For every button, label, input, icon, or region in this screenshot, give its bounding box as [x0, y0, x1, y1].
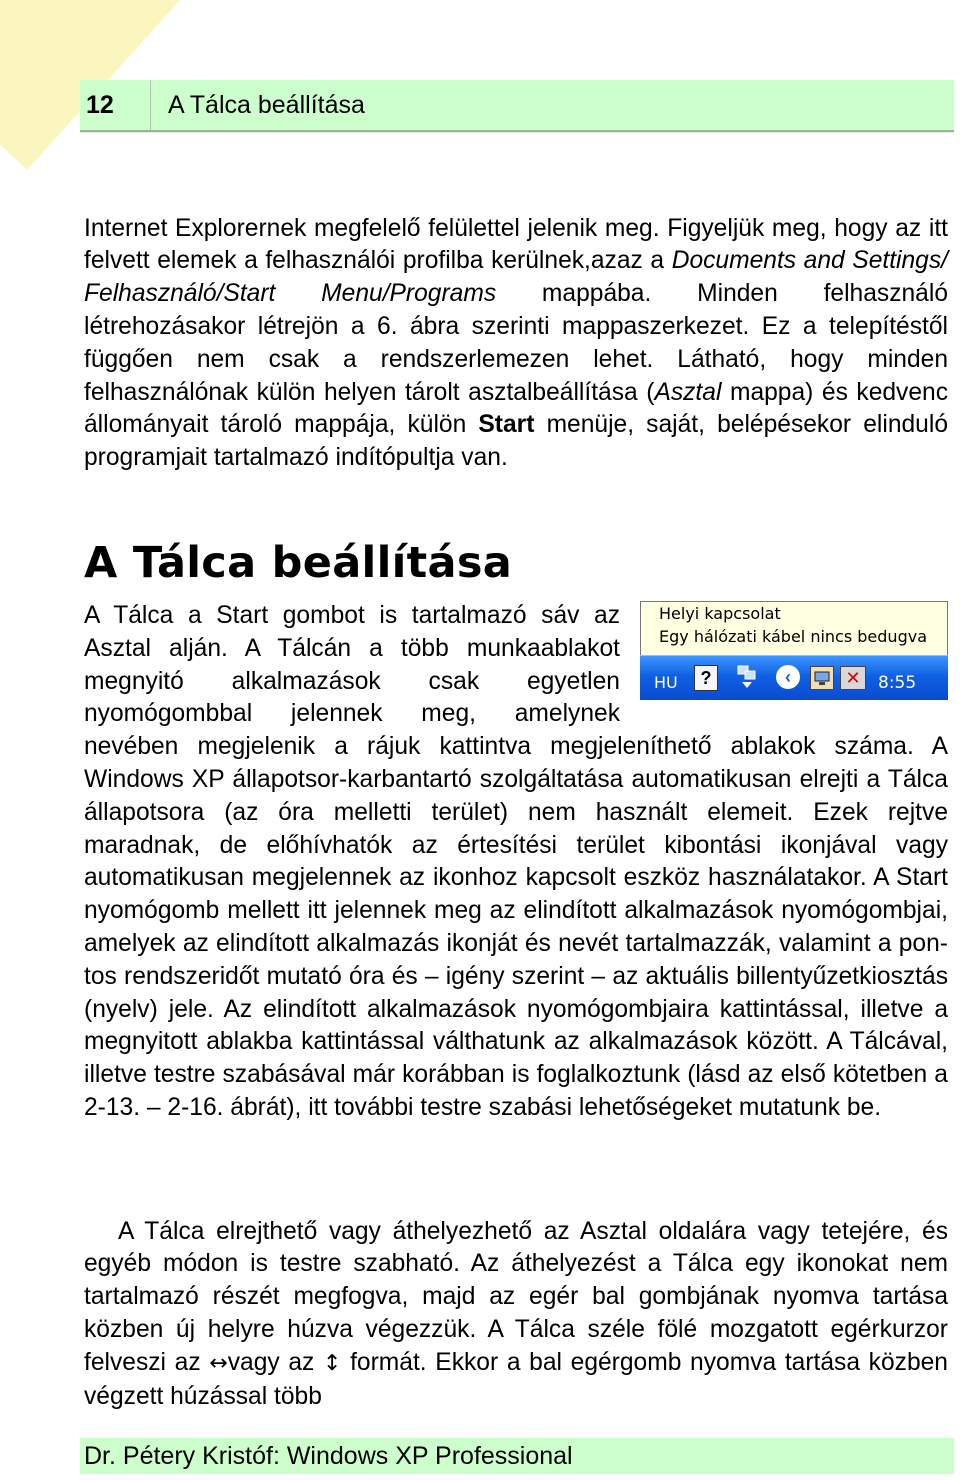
- page-header: [80, 80, 954, 132]
- clock[interactable]: 8:55: [878, 673, 917, 693]
- settings-dropdown-icon[interactable]: [736, 662, 758, 692]
- body-paragraph-block: [84, 600, 948, 1125]
- vertical-resize-cursor-icon: ↕: [323, 1350, 342, 1376]
- intro-text-1: Internet Explorernek megfelelő felülettel jelenik meg. Figyeljük meg, hogy az itt felvett elemek a felhasználói profilba kerülnek,azaz a: [84, 214, 948, 275]
- chevron-down-icon: [741, 681, 753, 689]
- start-text: Start: [478, 411, 535, 439]
- network-tooltip: [640, 601, 948, 656]
- notification-area: [640, 655, 948, 700]
- section-heading: A Tálca beállítása: [84, 538, 513, 588]
- last-text-2: vagy az: [227, 1348, 323, 1376]
- computer-icon: [813, 669, 831, 687]
- language-indicator[interactable]: HU: [654, 673, 678, 692]
- body-paragraph: A Tálca a Start gombot is tartalmazó sáv az Asztal alján. A Tálcán a több munkaablakot megnyitó alkalmazások csak egyetlen nyomógombbal jelennek meg, amelynek nevében megjelenik a rájuk kattintva megjeleníthető ablakok száma. A Windows XP állapotsor-karbantartó szolgáltatása automatikusan elrejti a Tálca állapotsora (az óra melletti terület) nem használt elemeit. Ezek rejtve maradnak, de előhívhatók az értesítési terület kibontási ikonjával vagy automatikusan megjelennek az ikonhoz kapcsolt eszköz használatakor. A Start nyomógomb mellett itt jelennek meg az elindított alkalmazások nyomógombjai, amelyek az elindított alkalmazás ikonját és nevét tartalmazzák, valamint a pontos rendszeridőt mutató óra és – igény szerint – az aktuális billentyűzetkiosztás (nyelv) jele. Az elindított alkalmazások nyomógombjaira kattintással, illetve a megnyitott ablakba kattintással válthatunk az alkalmazások között. A Tálcával, illetve testre szabásával már korábban is foglalkoztunk (lásd az első kötetben a 2-13. – 2-16. ábrát), itt további testre szabási lehetőségeket mutatunk be.: [84, 602, 948, 1121]
- intro-paragraph: [84, 213, 948, 475]
- horizontal-resize-cursor-icon: ↔: [209, 1350, 228, 1376]
- page-footer: Dr. Pétery Kristóf: Windows XP Professional: [80, 1438, 954, 1474]
- intro-text-5: mappa) és kedvenc állományait tároló mappája, külön: [84, 378, 949, 439]
- intro-text-7: menüje, saját, belépésekor elinduló programjait tartalmazó indítópultja van.: [84, 411, 948, 472]
- taskbar-figure: [640, 600, 948, 700]
- help-icon[interactable]: ?: [694, 665, 718, 691]
- last-paragraph: [84, 1216, 948, 1414]
- tooltip-line-2: Egy hálózati kábel nincs bedugva: [659, 627, 927, 646]
- network-error-icon[interactable]: ✕: [840, 666, 866, 690]
- last-text-3: formát. Ekkor a bal egérgomb nyomva tartása közben végzett húzással több: [84, 1348, 948, 1410]
- page-number: 12: [80, 80, 151, 130]
- header-chapter-title: A Tálca beállítása: [168, 91, 365, 119]
- asztal-text: Asztal: [654, 378, 722, 406]
- window-layout-icon: [737, 665, 757, 681]
- network-icon[interactable]: [810, 666, 834, 690]
- expand-tray-icon[interactable]: ‹: [776, 665, 800, 689]
- tooltip-line-1: Helyi kapcsolat: [659, 604, 781, 623]
- last-text-1: A Tálca elrejthető vagy áthelyezhető az Asztal oldalára vagy tetejére, és egyéb módon is testre szabható. Az áthelyezést a Tálca egy ikonokat nem tartalmazó részét megfogva, majd az egér bal gombjának nyomva tartása közben új helyre húzva végezzük. A Tálca széle fölé mozgatott egérkurzor felveszi az: [84, 1217, 948, 1376]
- intro-text-3: mappába. Minden felhasználó létrehozásakor létrejön a 6. ábra szerinti mappaszerkezet. Ez a telepítéstől függően nem csak a rendszerlemezen lehet. Látható, hogy minden felhasználónak külön helyen tárolt asztalbeállítása (: [84, 280, 948, 406]
- path-text: Documents and Settings/ Felhasználó/Start Menu/Programs: [84, 247, 948, 308]
